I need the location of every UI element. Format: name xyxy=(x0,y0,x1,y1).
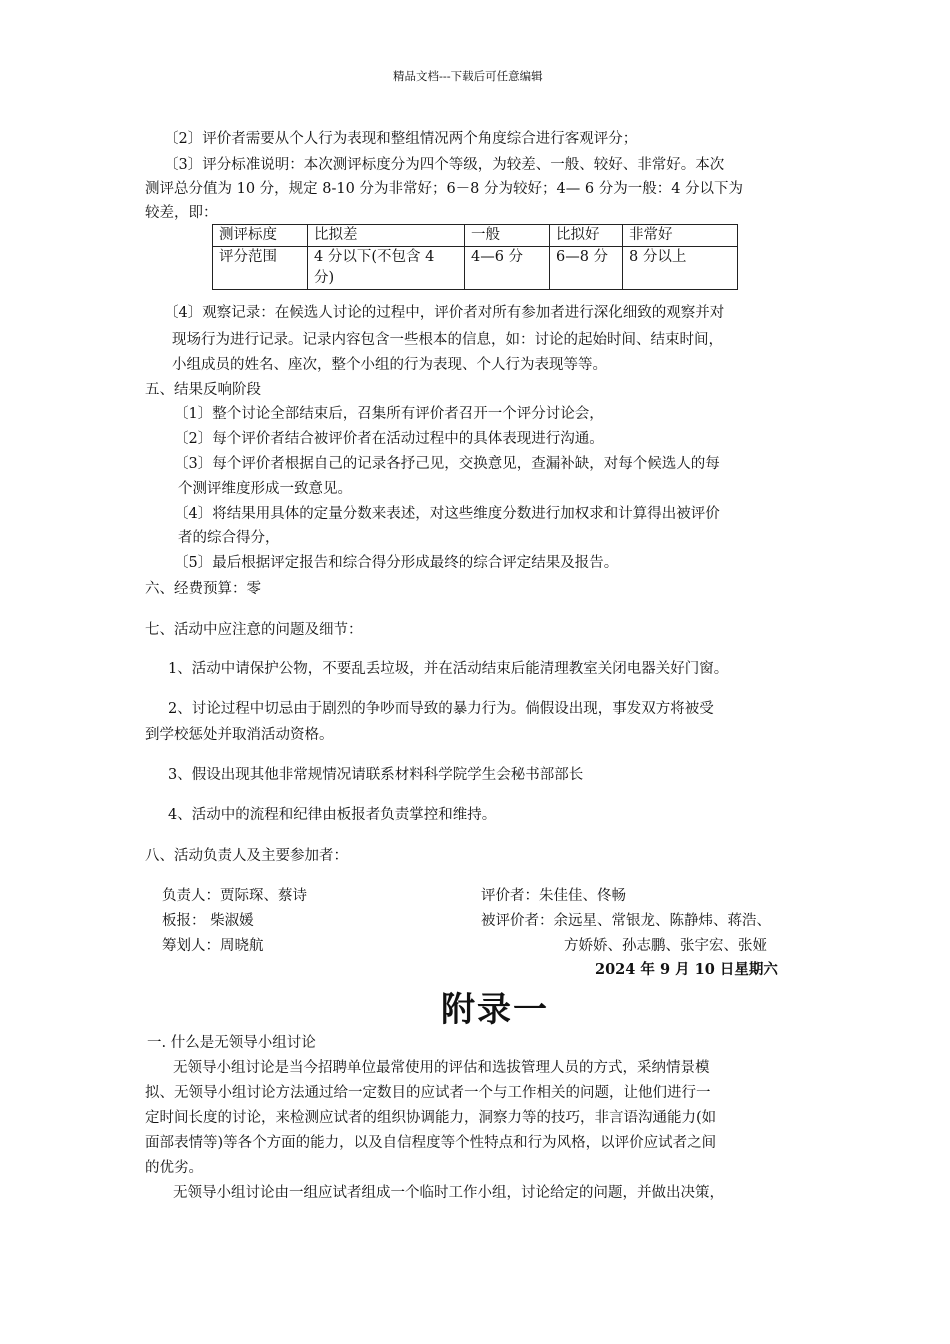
section-7-note-2-line2: 到学校惩处并取消活动资格。 xyxy=(145,727,334,743)
table-header-cell: 非常好 xyxy=(623,225,738,247)
section-5-item-3-line1: 〔3〕每个评价者根据自己的记录各抒己见，交换意见，查漏补缺，对每个候选人的每 xyxy=(174,456,720,472)
document-date: 2024 年 9 月 10 日星期六 xyxy=(595,961,778,978)
table-cell: 8 分以上 xyxy=(623,247,738,290)
section-6-title: 六、经费预算：零 xyxy=(145,581,261,597)
table-header-cell: 比拟差 xyxy=(308,225,465,247)
table-header-cell: 测评标度 xyxy=(213,225,308,247)
board-reporter: 板报： 柴淑媛 xyxy=(162,913,254,929)
section-5-item-2: 〔2〕每个评价者结合被评价者在活动过程中的具体表现进行沟通。 xyxy=(174,431,604,447)
appendix-question-1: 一. 什么是无领导小组讨论 xyxy=(147,1035,316,1051)
appendix-para1-line4: 面部表情等)等各个方面的能力，以及自信程度等个性特点和行为风格，以评价应试者之间 xyxy=(145,1135,717,1151)
planner: 筹划人：周晓航 xyxy=(162,938,264,954)
appendix-para1-line2: 拟、无领导小组讨论方法通过给一定数目的应试者一个与工作相关的问题，让他们进行一 xyxy=(145,1085,711,1101)
section-5-item-4-line2: 者的综合得分， xyxy=(178,530,280,546)
eval-item-3-line1: 〔3〕评分标准说明：本次测评标度分为四个等级，为较差、一般、较好、非常好。本次 xyxy=(164,157,725,173)
page-header: 精品文档---下载后可任意编辑 xyxy=(393,69,543,83)
section-5-item-5: 〔5〕最后根据评定报告和综合得分形成最终的综合评定结果及报告。 xyxy=(174,555,619,571)
eval-item-3-line3: 较差，即： xyxy=(145,205,218,221)
table-header-cell: 比拟好 xyxy=(550,225,623,247)
appendix-para1-line5: 的优劣。 xyxy=(145,1160,203,1176)
leader: 负责人：贾际琛、蔡诗 xyxy=(162,888,307,904)
table-cell: 4 分以下(不包含 4 分) xyxy=(308,247,465,290)
section-7-note-3: 3、假设出现其他非常规情况请联系材料科学院学生会秘书部部长 xyxy=(168,767,584,783)
section-7-title: 七、活动中应注意的问题及细节： xyxy=(145,622,363,638)
eval-item-3-line2: 测评总分值为 10 分，规定 8-10 分为非常好；6－8 分为较好；4— 6 分为一般：4 分以下为 xyxy=(145,181,744,197)
table-row xyxy=(213,247,738,290)
appendix-para1-line1: 无领导小组讨论是当今招聘单位最常使用的评估和选拔管理人员的方式，采纳情景模 xyxy=(173,1060,710,1076)
section-7-note-1: 1、活动中请保护公物，不要乱丢垃圾，并在活动结束后能清理教室关闭电器关好门窗。 xyxy=(168,661,729,677)
evaluated-line2: 方娇娇、孙志鹏、张宇宏、张娅 xyxy=(564,938,767,954)
table-cell: 6—8 分 xyxy=(550,247,623,290)
table-cell: 评分范围 xyxy=(213,247,308,290)
table-cell: 4—6 分 xyxy=(465,247,550,290)
table-header-row xyxy=(213,225,738,247)
table-header-cell: 一般 xyxy=(465,225,550,247)
appendix-para1-line3: 定时间长度的讨论，来检测应试者的组织协调能力，洞察力等的技巧，非言语沟通能力(如 xyxy=(145,1110,717,1126)
evaluators: 评价者：朱佳佳、佟畅 xyxy=(481,888,626,904)
section-5-title: 五、结果反响阶段 xyxy=(145,382,261,398)
section-5-item-4-line1: 〔4〕将结果用具体的定量分数来表述，对这些维度分数进行加权求和计算得出被评价 xyxy=(174,506,720,522)
evaluated-line1: 被评价者：余远星、常银龙、陈静炜、蒋浩、 xyxy=(481,913,771,929)
eval-item-2: 〔2〕评价者需要从个人行为表现和整组情况两个角度综合进行客观评分； xyxy=(164,131,638,147)
observation-line3: 小组成员的姓名、座次，整个小组的行为表现、个人行为表现等等。 xyxy=(172,357,607,373)
observation-line2: 现场行为进行记录。记录内容包含一些根本的信息，如：讨论的起始时间、结束时间， xyxy=(172,332,723,348)
observation-line1: 〔4〕观察记录：在候选人讨论的过程中，评价者对所有参加者进行深化细致的观察并对 xyxy=(164,305,725,321)
appendix-para2-line1: 无领导小组讨论由一组应试者组成一个临时工作小组，讨论给定的问题，并做出决策， xyxy=(173,1185,724,1201)
section-5-item-3-line2: 个测评维度形成一致意见。 xyxy=(178,481,352,497)
section-7-note-2-line1: 2、讨论过程中切忌由于剧烈的争吵而导致的暴力行为。倘假设出现，事发双方将被受 xyxy=(168,701,714,717)
grading-scale-table xyxy=(212,224,738,290)
section-8-title: 八、活动负责人及主要参加者： xyxy=(145,848,348,864)
section-5-item-1: 〔1〕整个讨论全部结束后，召集所有评价者召开一个评分讨论会， xyxy=(174,406,604,422)
section-7-note-4: 4、活动中的流程和纪律由板报者负责掌控和维持。 xyxy=(168,807,497,823)
appendix-title: 附录一 xyxy=(441,990,549,1030)
